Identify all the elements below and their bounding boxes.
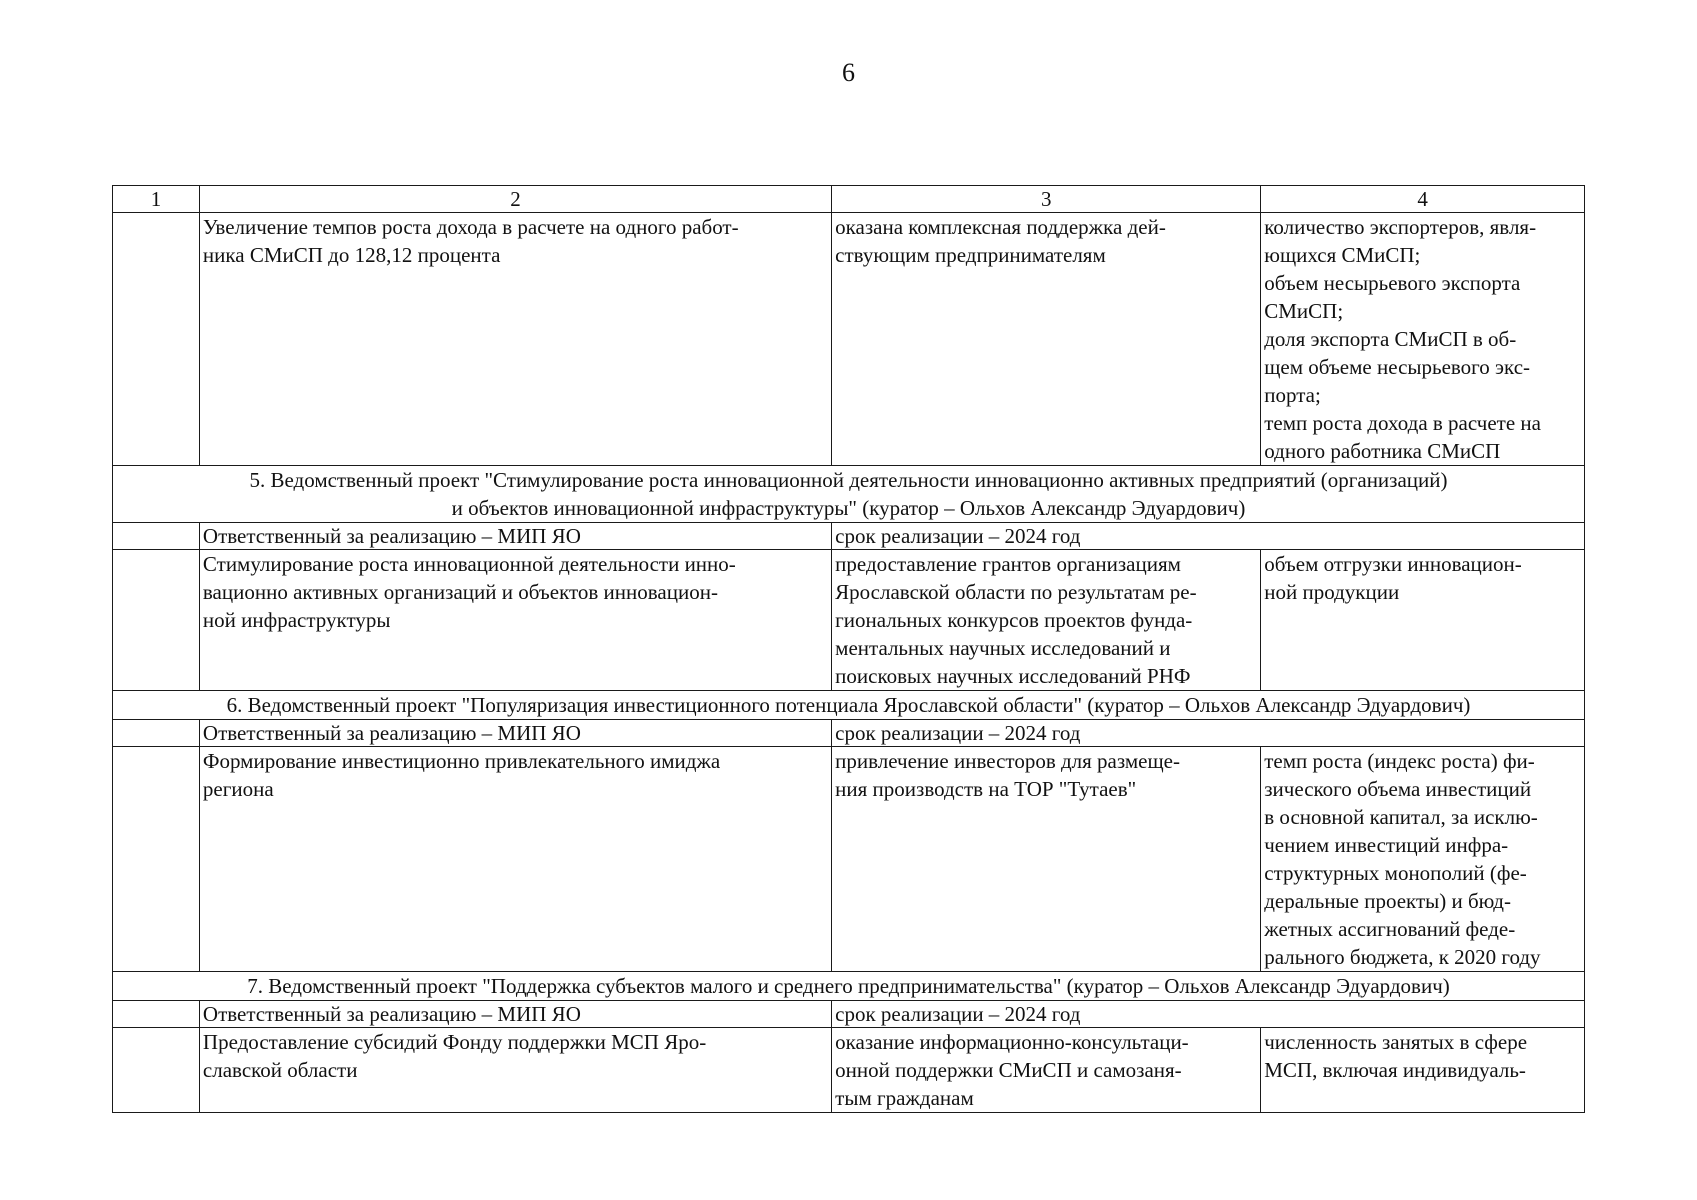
section-heading-row (113, 691, 1585, 720)
row-number-cell (113, 213, 200, 466)
row-number-cell (113, 1028, 200, 1113)
responsibility-row (113, 720, 1585, 747)
row-number-cell (113, 720, 200, 747)
table-row (113, 747, 1585, 972)
task-cell: Увеличение темпов роста дохода в расчете на одного работ- ника СМиСП до 128,12 процента (199, 213, 831, 466)
term-cell: срок реализации – 2024 год (832, 523, 1585, 550)
measures-table (112, 185, 1585, 1113)
section-heading-row (113, 466, 1585, 523)
responsibility-row (113, 523, 1585, 550)
indicator-cell: темп роста (индекс роста) фи- зического объема инвестиций в основной капитал, за исклю- чением инвестиций инфра- структурных монополий (фе- деральные проекты) и бюд- жетных ассигнований феде- рального бюджета, к 2020 году (1261, 747, 1585, 972)
responsibility-row (113, 1001, 1585, 1028)
table-row (113, 1028, 1585, 1113)
row-number-cell (113, 747, 200, 972)
result-cell: предоставление грантов организациям Ярославской области по результатам ре- гиональных конкурсов проектов фунда- ментальных научных исследований и поисковых научных исследований РНФ (832, 550, 1261, 691)
column-number: 4 (1261, 186, 1585, 213)
task-cell: Стимулирование роста инновационной деятельности инно- вационно активных организаций и объектов инновацион- ной инфраструктуры (199, 550, 831, 691)
table-row (113, 550, 1585, 691)
row-number-cell (113, 523, 200, 550)
task-cell: Формирование инвестиционно привлекательного имиджа региона (199, 747, 831, 972)
indicator-cell: численность занятых в сфере МСП, включая индивидуаль- (1261, 1028, 1585, 1113)
page-number: 6 (842, 58, 855, 87)
responsible-cell: Ответственный за реализацию – МИП ЯО (199, 523, 831, 550)
result-cell: оказание информационно-консультаци- онной поддержки СМиСП и самозаня- тым гражданам (832, 1028, 1261, 1113)
row-number-cell (113, 550, 200, 691)
section-heading: 5. Ведомственный проект "Стимулирование роста инновационной деятельности инновационно активных предприятий (организаций) и объектов инновационной инфраструктуры" (куратор – Ольхов Александр Эдуардович) (113, 466, 1585, 523)
task-cell: Предоставление субсидий Фонду поддержки МСП Яро- славской области (199, 1028, 831, 1113)
indicator-cell: объем отгрузки инновацион- ной продукции (1261, 550, 1585, 691)
section-heading: 6. Ведомственный проект "Популяризация инвестиционного потенциала Ярославской области" (куратор – Ольхов Александр Эдуардович) (113, 691, 1585, 720)
indicator-cell: количество экспортеров, явля- ющихся СМиСП; объем несырьевого экспорта СМиСП; доля экспорта СМиСП в об- щем объеме несырьевого экс- порта; темп роста дохода в расчете на одного работника СМиСП (1261, 213, 1585, 466)
result-cell: оказана комплексная поддержка дей- ствующим предпринимателям (832, 213, 1261, 466)
column-number: 1 (113, 186, 200, 213)
result-cell: привлечение инвесторов для размеще- ния производств на ТОР "Тутаев" (832, 747, 1261, 972)
term-cell: срок реализации – 2024 год (832, 720, 1585, 747)
column-number: 2 (199, 186, 831, 213)
term-cell: срок реализации – 2024 год (832, 1001, 1585, 1028)
section-heading-row (113, 972, 1585, 1001)
column-number: 3 (832, 186, 1261, 213)
responsible-cell: Ответственный за реализацию – МИП ЯО (199, 720, 831, 747)
responsible-cell: Ответственный за реализацию – МИП ЯО (199, 1001, 831, 1028)
section-heading: 7. Ведомственный проект "Поддержка субъектов малого и среднего предпринимательства" (куратор – Ольхов Александр Эдуардович) (113, 972, 1585, 1001)
column-number-row (113, 186, 1585, 213)
row-number-cell (113, 1001, 200, 1028)
table-row (113, 213, 1585, 466)
